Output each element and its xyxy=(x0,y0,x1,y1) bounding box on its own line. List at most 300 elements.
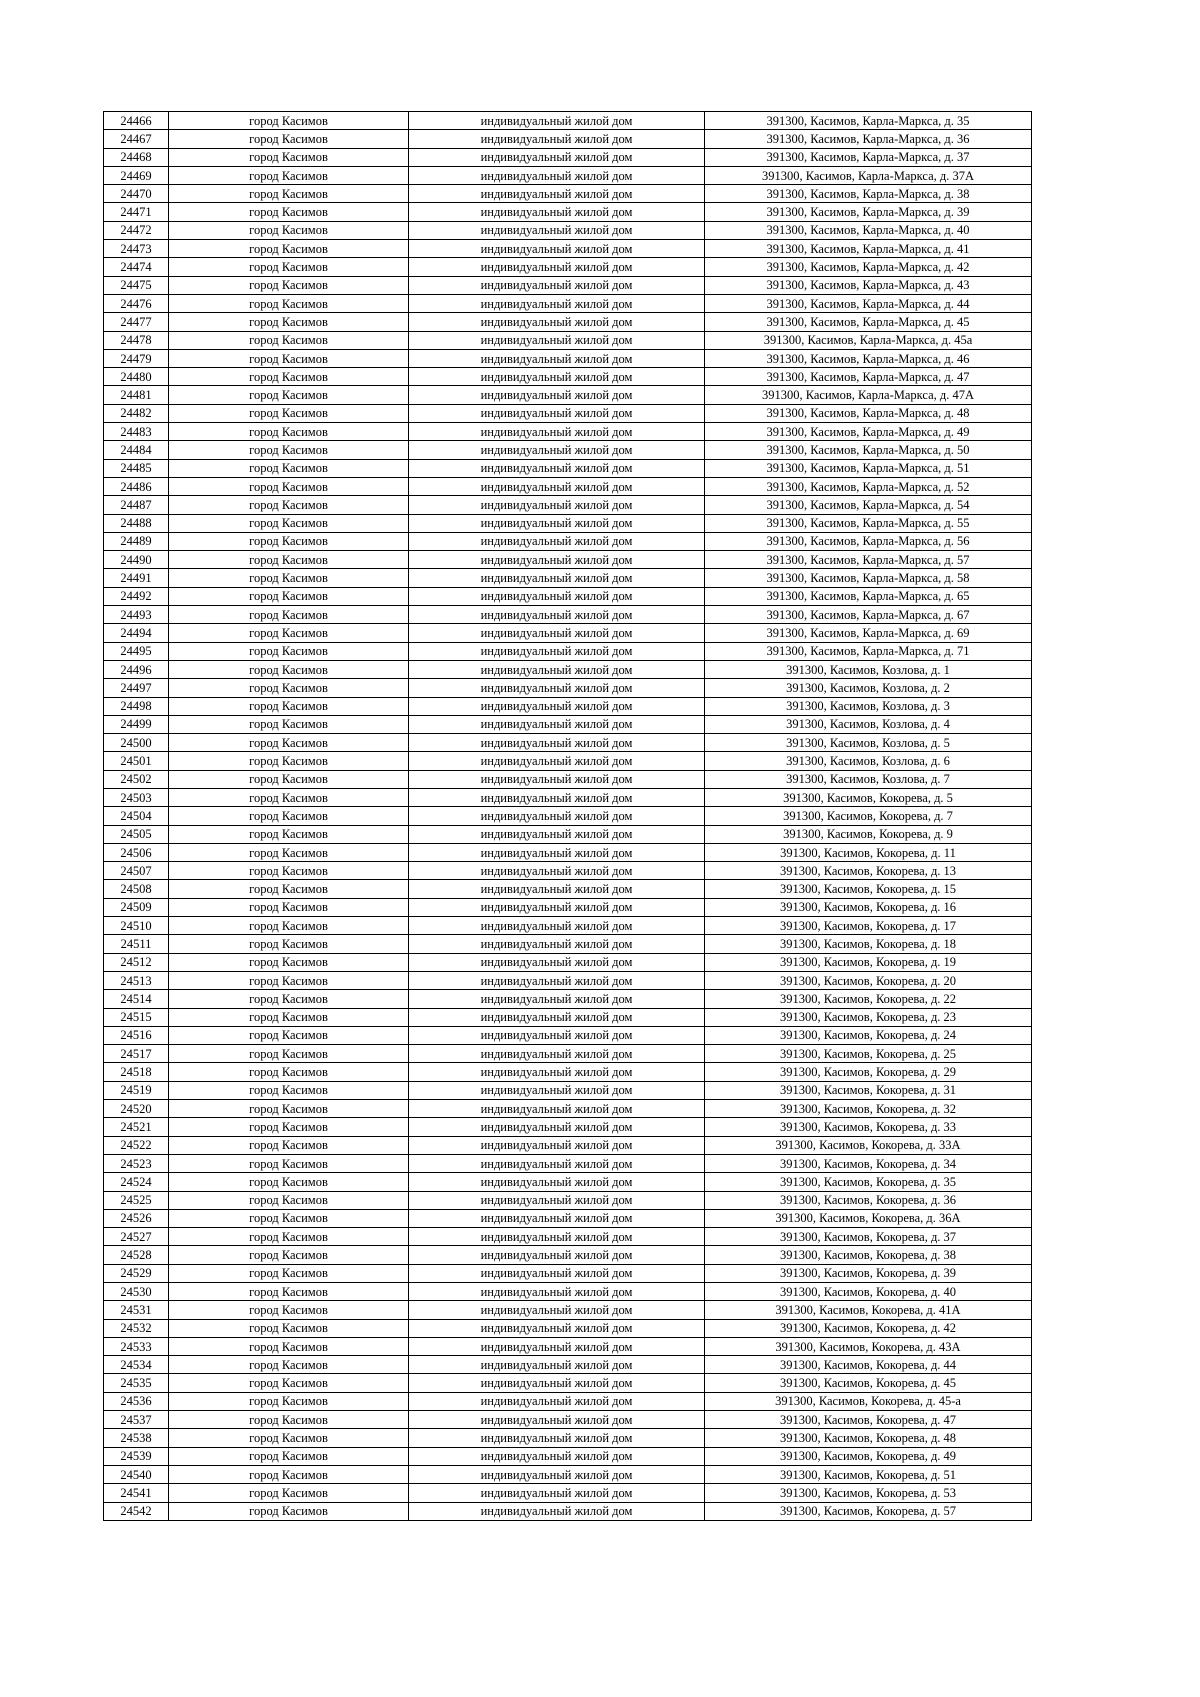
object-type-cell: индивидуальный жилой дом xyxy=(409,1301,705,1319)
address-cell: 391300, Касимов, Кокорева, д. 7 xyxy=(705,807,1032,825)
address-cell: 391300, Касимов, Козлова, д. 7 xyxy=(705,770,1032,788)
locality-cell: город Касимов xyxy=(169,258,409,276)
table-row xyxy=(104,679,1032,697)
row-number-cell: 24486 xyxy=(104,477,169,495)
locality-cell: город Касимов xyxy=(169,112,409,130)
row-number-cell: 24499 xyxy=(104,715,169,733)
address-cell: 391300, Касимов, Карла-Маркса, д. 47 xyxy=(705,368,1032,386)
locality-cell: город Касимов xyxy=(169,1264,409,1282)
row-number-cell: 24534 xyxy=(104,1356,169,1374)
locality-cell: город Касимов xyxy=(169,1209,409,1227)
address-cell: 391300, Касимов, Карла-Маркса, д. 69 xyxy=(705,624,1032,642)
row-number-cell: 24541 xyxy=(104,1484,169,1502)
locality-cell: город Касимов xyxy=(169,1136,409,1154)
locality-cell: город Касимов xyxy=(169,569,409,587)
row-number-cell: 24524 xyxy=(104,1173,169,1191)
row-number-cell: 24494 xyxy=(104,624,169,642)
locality-cell: город Касимов xyxy=(169,386,409,404)
table-row xyxy=(104,477,1032,495)
address-cell: 391300, Касимов, Карла-Маркса, д. 42 xyxy=(705,258,1032,276)
address-cell: 391300, Касимов, Кокорева, д. 20 xyxy=(705,971,1032,989)
object-type-cell: индивидуальный жилой дом xyxy=(409,386,705,404)
address-cell: 391300, Касимов, Карла-Маркса, д. 67 xyxy=(705,606,1032,624)
object-type-cell: индивидуальный жилой дом xyxy=(409,1246,705,1264)
table-row xyxy=(104,1411,1032,1429)
table-row xyxy=(104,1447,1032,1465)
object-type-cell: индивидуальный жилой дом xyxy=(409,1484,705,1502)
object-type-cell: индивидуальный жилой дом xyxy=(409,1411,705,1429)
address-cell: 391300, Касимов, Кокорева, д. 33 xyxy=(705,1118,1032,1136)
object-type-cell: индивидуальный жилой дом xyxy=(409,1392,705,1410)
address-cell: 391300, Касимов, Кокорева, д. 19 xyxy=(705,953,1032,971)
table-row xyxy=(104,1173,1032,1191)
locality-cell: город Касимов xyxy=(169,1008,409,1026)
address-cell: 391300, Касимов, Козлова, д. 3 xyxy=(705,697,1032,715)
row-number-cell: 24482 xyxy=(104,404,169,422)
locality-cell: город Касимов xyxy=(169,807,409,825)
locality-cell: город Касимов xyxy=(169,166,409,184)
locality-cell: город Касимов xyxy=(169,1118,409,1136)
locality-cell: город Касимов xyxy=(169,1319,409,1337)
address-cell: 391300, Касимов, Карла-Маркса, д. 36 xyxy=(705,130,1032,148)
address-cell: 391300, Касимов, Кокорева, д. 53 xyxy=(705,1484,1032,1502)
locality-cell: город Касимов xyxy=(169,514,409,532)
object-type-cell: индивидуальный жилой дом xyxy=(409,1081,705,1099)
row-number-cell: 24487 xyxy=(104,496,169,514)
address-cell: 391300, Касимов, Кокорева, д. 36А xyxy=(705,1209,1032,1227)
row-number-cell: 24480 xyxy=(104,368,169,386)
object-type-cell: индивидуальный жилой дом xyxy=(409,130,705,148)
table-row xyxy=(104,276,1032,294)
object-type-cell: индивидуальный жилой дом xyxy=(409,660,705,678)
address-cell: 391300, Касимов, Кокорева, д. 34 xyxy=(705,1154,1032,1172)
row-number-cell: 24540 xyxy=(104,1465,169,1483)
row-number-cell: 24474 xyxy=(104,258,169,276)
table-row xyxy=(104,1026,1032,1044)
row-number-cell: 24535 xyxy=(104,1374,169,1392)
object-type-cell: индивидуальный жилой дом xyxy=(409,1136,705,1154)
row-number-cell: 24510 xyxy=(104,917,169,935)
object-type-cell: индивидуальный жилой дом xyxy=(409,423,705,441)
locality-cell: город Касимов xyxy=(169,587,409,605)
address-cell: 391300, Касимов, Карла-Маркса, д. 52 xyxy=(705,477,1032,495)
table-row xyxy=(104,1502,1032,1520)
row-number-cell: 24478 xyxy=(104,331,169,349)
row-number-cell: 24511 xyxy=(104,935,169,953)
row-number-cell: 24491 xyxy=(104,569,169,587)
address-cell: 391300, Касимов, Карла-Маркса, д. 38 xyxy=(705,185,1032,203)
address-cell: 391300, Касимов, Кокорева, д. 45-а xyxy=(705,1392,1032,1410)
table-row xyxy=(104,734,1032,752)
table-row xyxy=(104,404,1032,422)
table-row xyxy=(104,240,1032,258)
table-row xyxy=(104,185,1032,203)
row-number-cell: 24485 xyxy=(104,459,169,477)
object-type-cell: индивидуальный жилой дом xyxy=(409,807,705,825)
table-row xyxy=(104,112,1032,130)
object-type-cell: индивидуальный жилой дом xyxy=(409,1283,705,1301)
table-row xyxy=(104,496,1032,514)
locality-cell: город Касимов xyxy=(169,185,409,203)
locality-cell: город Касимов xyxy=(169,862,409,880)
locality-cell: город Касимов xyxy=(169,1246,409,1264)
address-cell: 391300, Касимов, Кокорева, д. 57 xyxy=(705,1502,1032,1520)
table-row xyxy=(104,697,1032,715)
row-number-cell: 24500 xyxy=(104,734,169,752)
locality-cell: город Касимов xyxy=(169,1411,409,1429)
table-row xyxy=(104,1008,1032,1026)
row-number-cell: 24509 xyxy=(104,898,169,916)
table-row xyxy=(104,1337,1032,1355)
address-cell: 391300, Касимов, Кокорева, д. 13 xyxy=(705,862,1032,880)
object-type-cell: индивидуальный жилой дом xyxy=(409,331,705,349)
table-row xyxy=(104,349,1032,367)
table-row xyxy=(104,770,1032,788)
registry-table xyxy=(103,111,1032,1521)
table-row xyxy=(104,825,1032,843)
locality-cell: город Касимов xyxy=(169,1356,409,1374)
table-row xyxy=(104,1209,1032,1227)
object-type-cell: индивидуальный жилой дом xyxy=(409,971,705,989)
locality-cell: город Касимов xyxy=(169,606,409,624)
locality-cell: город Касимов xyxy=(169,990,409,1008)
table-row xyxy=(104,1283,1032,1301)
locality-cell: город Касимов xyxy=(169,1392,409,1410)
locality-cell: город Касимов xyxy=(169,624,409,642)
object-type-cell: индивидуальный жилой дом xyxy=(409,185,705,203)
row-number-cell: 24493 xyxy=(104,606,169,624)
address-cell: 391300, Касимов, Карла-Маркса, д. 54 xyxy=(705,496,1032,514)
table-row xyxy=(104,587,1032,605)
table-row xyxy=(104,788,1032,806)
address-cell: 391300, Касимов, Кокорева, д. 32 xyxy=(705,1100,1032,1118)
row-number-cell: 24470 xyxy=(104,185,169,203)
row-number-cell: 24518 xyxy=(104,1063,169,1081)
address-cell: 391300, Касимов, Кокорева, д. 16 xyxy=(705,898,1032,916)
table-row xyxy=(104,1301,1032,1319)
object-type-cell: индивидуальный жилой дом xyxy=(409,624,705,642)
locality-cell: город Касимов xyxy=(169,1045,409,1063)
address-cell: 391300, Касимов, Карла-Маркса, д. 40 xyxy=(705,221,1032,239)
locality-cell: город Касимов xyxy=(169,441,409,459)
table-row xyxy=(104,1392,1032,1410)
address-cell: 391300, Касимов, Кокорева, д. 51 xyxy=(705,1465,1032,1483)
table-row xyxy=(104,1081,1032,1099)
address-cell: 391300, Касимов, Карла-Маркса, д. 48 xyxy=(705,404,1032,422)
table-row xyxy=(104,1429,1032,1447)
object-type-cell: индивидуальный жилой дом xyxy=(409,166,705,184)
locality-cell: город Касимов xyxy=(169,276,409,294)
locality-cell: город Касимов xyxy=(169,404,409,422)
object-type-cell: индивидуальный жилой дом xyxy=(409,551,705,569)
locality-cell: город Касимов xyxy=(169,1283,409,1301)
row-number-cell: 24508 xyxy=(104,880,169,898)
object-type-cell: индивидуальный жилой дом xyxy=(409,917,705,935)
object-type-cell: индивидуальный жилой дом xyxy=(409,1191,705,1209)
object-type-cell: индивидуальный жилой дом xyxy=(409,1429,705,1447)
table-row xyxy=(104,1154,1032,1172)
address-cell: 391300, Касимов, Кокорева, д. 49 xyxy=(705,1447,1032,1465)
object-type-cell: индивидуальный жилой дом xyxy=(409,1100,705,1118)
row-number-cell: 24497 xyxy=(104,679,169,697)
locality-cell: город Касимов xyxy=(169,679,409,697)
object-type-cell: индивидуальный жилой дом xyxy=(409,1228,705,1246)
row-number-cell: 24490 xyxy=(104,551,169,569)
address-cell: 391300, Касимов, Карла-Маркса, д. 47А xyxy=(705,386,1032,404)
row-number-cell: 24526 xyxy=(104,1209,169,1227)
address-cell: 391300, Касимов, Карла-Маркса, д. 44 xyxy=(705,294,1032,312)
address-cell: 391300, Касимов, Кокорева, д. 36 xyxy=(705,1191,1032,1209)
locality-cell: город Касимов xyxy=(169,221,409,239)
row-number-cell: 24528 xyxy=(104,1246,169,1264)
row-number-cell: 24512 xyxy=(104,953,169,971)
address-cell: 391300, Касимов, Кокорева, д. 48 xyxy=(705,1429,1032,1447)
row-number-cell: 24514 xyxy=(104,990,169,1008)
address-cell: 391300, Касимов, Карла-Маркса, д. 37А xyxy=(705,166,1032,184)
object-type-cell: индивидуальный жилой дом xyxy=(409,112,705,130)
row-number-cell: 24542 xyxy=(104,1502,169,1520)
object-type-cell: индивидуальный жилой дом xyxy=(409,349,705,367)
address-cell: 391300, Касимов, Кокорева, д. 35 xyxy=(705,1173,1032,1191)
table-row xyxy=(104,971,1032,989)
row-number-cell: 24475 xyxy=(104,276,169,294)
object-type-cell: индивидуальный жилой дом xyxy=(409,368,705,386)
address-cell: 391300, Касимов, Кокорева, д. 23 xyxy=(705,1008,1032,1026)
row-number-cell: 24505 xyxy=(104,825,169,843)
address-cell: 391300, Касимов, Кокорева, д. 24 xyxy=(705,1026,1032,1044)
row-number-cell: 24495 xyxy=(104,642,169,660)
object-type-cell: индивидуальный жилой дом xyxy=(409,1337,705,1355)
object-type-cell: индивидуальный жилой дом xyxy=(409,679,705,697)
row-number-cell: 24537 xyxy=(104,1411,169,1429)
locality-cell: город Касимов xyxy=(169,368,409,386)
table-row xyxy=(104,660,1032,678)
locality-cell: город Касимов xyxy=(169,734,409,752)
table-row xyxy=(104,642,1032,660)
locality-cell: город Касимов xyxy=(169,532,409,550)
table-row xyxy=(104,1374,1032,1392)
locality-cell: город Касимов xyxy=(169,496,409,514)
object-type-cell: индивидуальный жилой дом xyxy=(409,203,705,221)
table-row xyxy=(104,551,1032,569)
locality-cell: город Касимов xyxy=(169,1173,409,1191)
row-number-cell: 24530 xyxy=(104,1283,169,1301)
address-cell: 391300, Касимов, Кокорева, д. 5 xyxy=(705,788,1032,806)
row-number-cell: 24527 xyxy=(104,1228,169,1246)
address-cell: 391300, Касимов, Козлова, д. 4 xyxy=(705,715,1032,733)
row-number-cell: 24533 xyxy=(104,1337,169,1355)
row-number-cell: 24539 xyxy=(104,1447,169,1465)
address-cell: 391300, Касимов, Кокорева, д. 29 xyxy=(705,1063,1032,1081)
table-row xyxy=(104,1118,1032,1136)
row-number-cell: 24523 xyxy=(104,1154,169,1172)
row-number-cell: 24529 xyxy=(104,1264,169,1282)
address-cell: 391300, Касимов, Кокорева, д. 9 xyxy=(705,825,1032,843)
object-type-cell: индивидуальный жилой дом xyxy=(409,587,705,605)
table-row xyxy=(104,1045,1032,1063)
table-row xyxy=(104,1136,1032,1154)
address-cell: 391300, Касимов, Кокорева, д. 11 xyxy=(705,843,1032,861)
table-row xyxy=(104,1356,1032,1374)
table-row xyxy=(104,898,1032,916)
row-number-cell: 24496 xyxy=(104,660,169,678)
row-number-cell: 24492 xyxy=(104,587,169,605)
row-number-cell: 24506 xyxy=(104,843,169,861)
address-cell: 391300, Касимов, Карла-Маркса, д. 50 xyxy=(705,441,1032,459)
row-number-cell: 24479 xyxy=(104,349,169,367)
locality-cell: город Касимов xyxy=(169,752,409,770)
row-number-cell: 24476 xyxy=(104,294,169,312)
registry-table-body xyxy=(104,112,1032,1521)
object-type-cell: индивидуальный жилой дом xyxy=(409,258,705,276)
object-type-cell: индивидуальный жилой дом xyxy=(409,441,705,459)
object-type-cell: индивидуальный жилой дом xyxy=(409,1063,705,1081)
locality-cell: город Касимов xyxy=(169,1301,409,1319)
row-number-cell: 24536 xyxy=(104,1392,169,1410)
row-number-cell: 24522 xyxy=(104,1136,169,1154)
table-row xyxy=(104,1063,1032,1081)
address-cell: 391300, Касимов, Кокорева, д. 17 xyxy=(705,917,1032,935)
locality-cell: город Касимов xyxy=(169,788,409,806)
object-type-cell: индивидуальный жилой дом xyxy=(409,770,705,788)
row-number-cell: 24471 xyxy=(104,203,169,221)
object-type-cell: индивидуальный жилой дом xyxy=(409,514,705,532)
table-row xyxy=(104,423,1032,441)
table-row xyxy=(104,1100,1032,1118)
object-type-cell: индивидуальный жилой дом xyxy=(409,898,705,916)
row-number-cell: 24538 xyxy=(104,1429,169,1447)
object-type-cell: индивидуальный жилой дом xyxy=(409,1045,705,1063)
locality-cell: город Касимов xyxy=(169,1429,409,1447)
address-cell: 391300, Касимов, Козлова, д. 2 xyxy=(705,679,1032,697)
locality-cell: город Касимов xyxy=(169,1100,409,1118)
locality-cell: город Касимов xyxy=(169,349,409,367)
object-type-cell: индивидуальный жилой дом xyxy=(409,240,705,258)
locality-cell: город Касимов xyxy=(169,1228,409,1246)
locality-cell: город Касимов xyxy=(169,660,409,678)
table-row xyxy=(104,294,1032,312)
object-type-cell: индивидуальный жилой дом xyxy=(409,953,705,971)
table-row xyxy=(104,1246,1032,1264)
locality-cell: город Касимов xyxy=(169,1447,409,1465)
address-cell: 391300, Касимов, Карла-Маркса, д. 57 xyxy=(705,551,1032,569)
row-number-cell: 24488 xyxy=(104,514,169,532)
table-row xyxy=(104,203,1032,221)
row-number-cell: 24489 xyxy=(104,532,169,550)
row-number-cell: 24468 xyxy=(104,148,169,166)
table-row xyxy=(104,843,1032,861)
object-type-cell: индивидуальный жилой дом xyxy=(409,404,705,422)
address-cell: 391300, Касимов, Карла-Маркса, д. 58 xyxy=(705,569,1032,587)
address-cell: 391300, Касимов, Кокорева, д. 25 xyxy=(705,1045,1032,1063)
table-row xyxy=(104,1228,1032,1246)
object-type-cell: индивидуальный жилой дом xyxy=(409,221,705,239)
table-row xyxy=(104,386,1032,404)
address-cell: 391300, Касимов, Карла-Маркса, д. 56 xyxy=(705,532,1032,550)
object-type-cell: индивидуальный жилой дом xyxy=(409,715,705,733)
locality-cell: город Касимов xyxy=(169,697,409,715)
table-row xyxy=(104,953,1032,971)
row-number-cell: 24515 xyxy=(104,1008,169,1026)
address-cell: 391300, Касимов, Кокорева, д. 40 xyxy=(705,1283,1032,1301)
address-cell: 391300, Касимов, Кокорева, д. 39 xyxy=(705,1264,1032,1282)
table-row xyxy=(104,807,1032,825)
locality-cell: город Касимов xyxy=(169,551,409,569)
table-row xyxy=(104,166,1032,184)
object-type-cell: индивидуальный жилой дом xyxy=(409,1319,705,1337)
object-type-cell: индивидуальный жилой дом xyxy=(409,1173,705,1191)
table-row xyxy=(104,1191,1032,1209)
table-row xyxy=(104,880,1032,898)
address-cell: 391300, Касимов, Кокорева, д. 18 xyxy=(705,935,1032,953)
object-type-cell: индивидуальный жилой дом xyxy=(409,697,705,715)
row-number-cell: 24532 xyxy=(104,1319,169,1337)
row-number-cell: 24520 xyxy=(104,1100,169,1118)
object-type-cell: индивидуальный жилой дом xyxy=(409,148,705,166)
table-row xyxy=(104,221,1032,239)
row-number-cell: 24483 xyxy=(104,423,169,441)
address-cell: 391300, Касимов, Карла-Маркса, д. 65 xyxy=(705,587,1032,605)
locality-cell: город Касимов xyxy=(169,953,409,971)
address-cell: 391300, Касимов, Кокорева, д. 41А xyxy=(705,1301,1032,1319)
table-row xyxy=(104,862,1032,880)
object-type-cell: индивидуальный жилой дом xyxy=(409,276,705,294)
locality-cell: город Касимов xyxy=(169,1081,409,1099)
object-type-cell: индивидуальный жилой дом xyxy=(409,1118,705,1136)
object-type-cell: индивидуальный жилой дом xyxy=(409,862,705,880)
table-row xyxy=(104,313,1032,331)
address-cell: 391300, Касимов, Кокорева, д. 38 xyxy=(705,1246,1032,1264)
table-row xyxy=(104,331,1032,349)
object-type-cell: индивидуальный жилой дом xyxy=(409,1356,705,1374)
object-type-cell: индивидуальный жилой дом xyxy=(409,1447,705,1465)
object-type-cell: индивидуальный жилой дом xyxy=(409,1008,705,1026)
table-row xyxy=(104,1264,1032,1282)
locality-cell: город Касимов xyxy=(169,935,409,953)
object-type-cell: индивидуальный жилой дом xyxy=(409,1026,705,1044)
table-row xyxy=(104,148,1032,166)
object-type-cell: индивидуальный жилой дом xyxy=(409,532,705,550)
object-type-cell: индивидуальный жилой дом xyxy=(409,1264,705,1282)
locality-cell: город Касимов xyxy=(169,1465,409,1483)
address-cell: 391300, Касимов, Карла-Маркса, д. 45 xyxy=(705,313,1032,331)
table-row xyxy=(104,752,1032,770)
object-type-cell: индивидуальный жилой дом xyxy=(409,880,705,898)
object-type-cell: индивидуальный жилой дом xyxy=(409,935,705,953)
row-number-cell: 24469 xyxy=(104,166,169,184)
locality-cell: город Касимов xyxy=(169,294,409,312)
address-cell: 391300, Касимов, Карла-Маркса, д. 43 xyxy=(705,276,1032,294)
object-type-cell: индивидуальный жилой дом xyxy=(409,606,705,624)
table-row xyxy=(104,130,1032,148)
object-type-cell: индивидуальный жилой дом xyxy=(409,313,705,331)
object-type-cell: индивидуальный жилой дом xyxy=(409,642,705,660)
locality-cell: город Касимов xyxy=(169,1502,409,1520)
locality-cell: город Касимов xyxy=(169,843,409,861)
table-row xyxy=(104,258,1032,276)
address-cell: 391300, Касимов, Карла-Маркса, д. 46 xyxy=(705,349,1032,367)
locality-cell: город Касимов xyxy=(169,825,409,843)
row-number-cell: 24507 xyxy=(104,862,169,880)
object-type-cell: индивидуальный жилой дом xyxy=(409,734,705,752)
locality-cell: город Касимов xyxy=(169,1374,409,1392)
row-number-cell: 24503 xyxy=(104,788,169,806)
row-number-cell: 24519 xyxy=(104,1081,169,1099)
locality-cell: город Касимов xyxy=(169,477,409,495)
locality-cell: город Касимов xyxy=(169,1063,409,1081)
object-type-cell: индивидуальный жилой дом xyxy=(409,477,705,495)
locality-cell: город Касимов xyxy=(169,313,409,331)
